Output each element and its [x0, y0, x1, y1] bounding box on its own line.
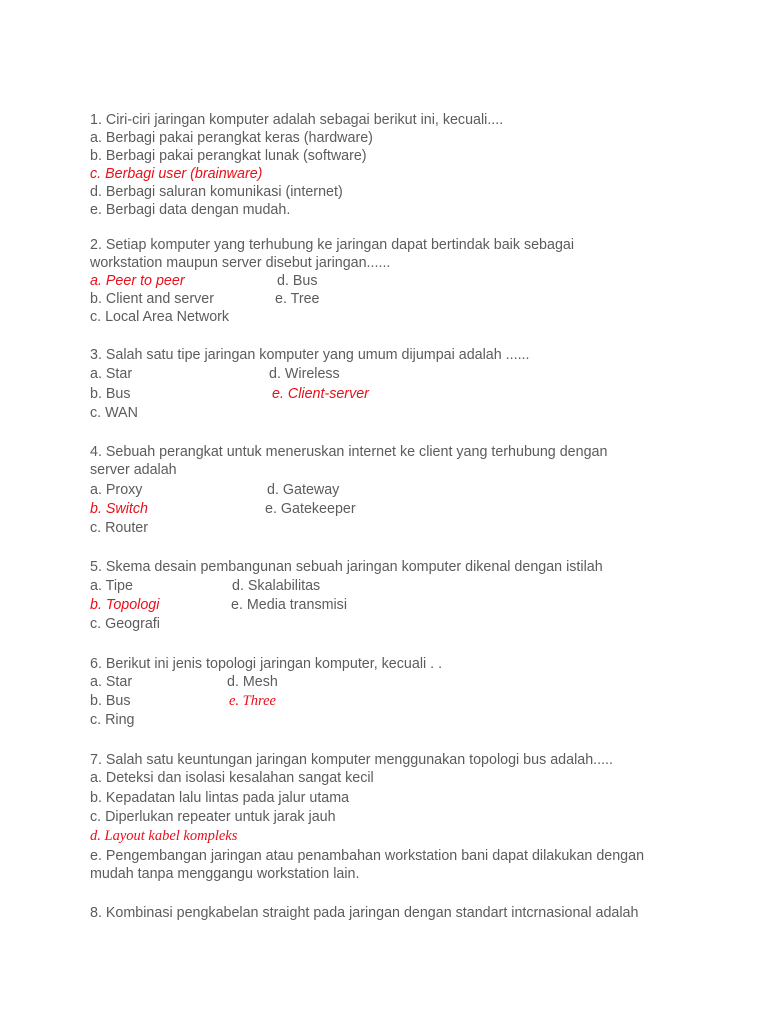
q2-option-d: d. Bus [277, 273, 318, 289]
q3-option-c: c. WAN [90, 405, 138, 421]
q1-option-e: e. Berbagi data dengan mudah. [90, 202, 291, 218]
q3-option-b: b. Bus [90, 386, 131, 402]
q5-option-e: e. Media transmisi [231, 597, 348, 613]
q7-option-b: b. Kepadatan lalu lintas pada jalur utama [90, 790, 350, 806]
q7-option-e-line2: mudah tanpa menggangu workstation lain. [90, 866, 360, 882]
q7-option-a: a. Deteksi dan isolasi kesalahan sangat kecil [90, 770, 374, 786]
q4-question-line2: server adalah [90, 462, 177, 478]
q5-option-c: c. Geografi [90, 616, 160, 632]
q7-option-e-line1: e. Pengembangan jaringan atau penambahan workstation bani dapat dilakukan dengan [90, 848, 645, 864]
q4-option-b-answer: b. Switch [90, 501, 149, 517]
q3-option-a: a. Star [90, 366, 133, 382]
q5-option-a: a. Tipe [90, 578, 133, 594]
q2-option-a-answer: a. Peer to peer [90, 273, 185, 289]
q5-option-d: d. Skalabilitas [232, 578, 321, 594]
q3-option-e-answer: e. Client-server [272, 386, 369, 402]
q2-option-c: c. Local Area Network [90, 309, 230, 325]
q1-option-c-answer: c. Berbagi user (brainware) [90, 166, 263, 182]
q1-option-a: a. Berbagi pakai perangkat keras (hardware) [90, 130, 373, 146]
q3-question: 3. Salah satu tipe jaringan komputer yang umum dijumpai adalah ...... [90, 347, 530, 363]
q7-question: 7. Salah satu keuntungan jaringan komputer menggunakan topologi bus adalah..... [90, 752, 614, 768]
q7-option-d-answer: d. Layout kabel kompleks [90, 828, 238, 844]
q4-option-e: e. Gatekeeper [265, 501, 356, 517]
q4-option-d: d. Gateway [267, 482, 340, 498]
q2-question-line2: workstation maupun server disebut jaringan...... [90, 255, 391, 271]
q4-option-c: c. Router [90, 520, 149, 536]
q4-question-line1: 4. Sebuah perangkat untuk meneruskan internet ke client yang terhubung dengan [90, 444, 608, 460]
q7-option-c: c. Diperlukan repeater untuk jarak jauh [90, 809, 336, 825]
q6-option-b: b. Bus [90, 693, 131, 709]
q1-option-b: b. Berbagi pakai perangkat lunak (software) [90, 148, 367, 164]
q3-option-d: d. Wireless [269, 366, 340, 382]
q2-option-b: b. Client and server [90, 291, 214, 307]
q8-question: 8. Kombinasi pengkabelan straight pada jaringan dengan standart intcrnasional adalah [90, 905, 639, 921]
q2-question-line1: 2. Setiap komputer yang terhubung ke jaringan dapat bertindak baik sebagai [90, 237, 575, 253]
q4-option-a: a. Proxy [90, 482, 143, 498]
q6-option-c: c. Ring [90, 712, 135, 728]
q2-option-e: e. Tree [275, 291, 320, 307]
q1-question: 1. Ciri-ciri jaringan komputer adalah sebagai berikut ini, kecuali.... [90, 112, 504, 128]
q6-option-d: d. Mesh [227, 674, 278, 690]
q6-option-a: a. Star [90, 674, 133, 690]
q6-option-e-answer: e. Three [229, 693, 276, 709]
q6-question: 6. Berikut ini jenis topologi jaringan komputer, kecuali . . [90, 656, 443, 672]
q5-question: 5. Skema desain pembangunan sebuah jaringan komputer dikenal dengan istilah [90, 559, 603, 575]
q5-option-b-answer: b. Topologi [90, 597, 160, 613]
q1-option-d: d. Berbagi saluran komunikasi (internet) [90, 184, 343, 200]
